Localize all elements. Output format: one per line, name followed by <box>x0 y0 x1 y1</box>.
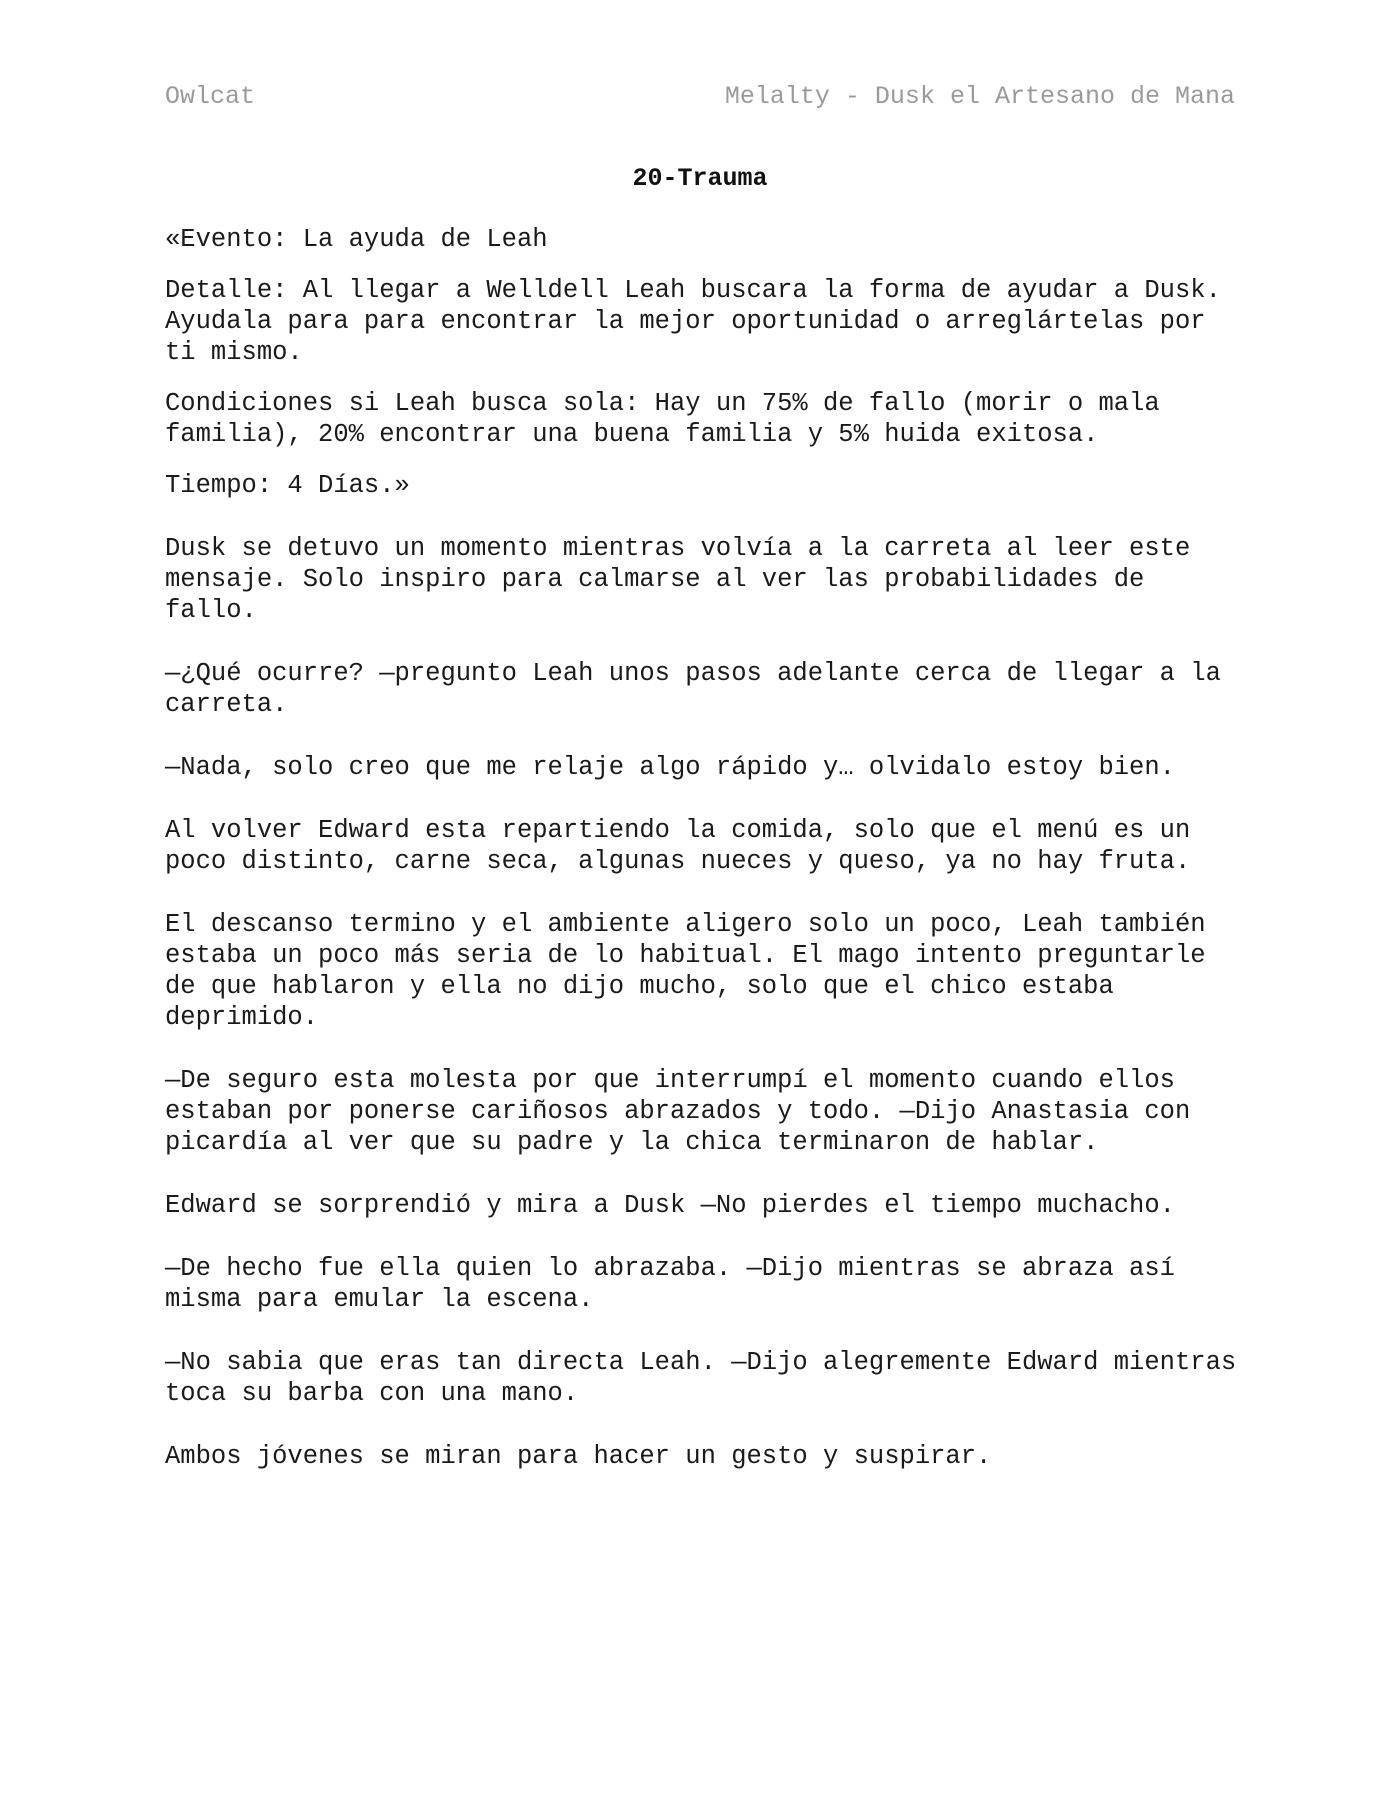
chapter-title: 20-Trauma <box>632 164 768 193</box>
event-conditions: Condiciones si Leah busca sola: Hay un 75% de fallo (morir o mala familia), 20% encontrar una buena familia y 5% huida exitosa. <box>165 389 1160 449</box>
header-author: Owlcat <box>165 82 256 111</box>
paragraph: Al volver Edward esta repartiendo la comida, solo que el menú es un poco distinto, carne seca, algunas nueces y queso, ya no hay fruta. <box>165 816 1191 876</box>
event-title: «Evento: La ayuda de Leah <box>165 225 548 254</box>
paragraph: —No sabia que eras tan directa Leah. —Dijo alegremente Edward mientras toca su barba con una mano. <box>165 1348 1237 1408</box>
paragraph: Edward se sorprendió y mira a Dusk —No pierdes el tiempo muchacho. <box>165 1191 1175 1220</box>
paragraph: —¿Qué ocurre? —pregunto Leah unos pasos adelante cerca de llegar a la carreta. <box>165 659 1221 719</box>
header-book-title: Melalty - Dusk el Artesano de Mana <box>724 82 1235 111</box>
chapter-body <box>165 224 1240 1472</box>
paragraph: Ambos jóvenes se miran para hacer un gesto y suspirar. <box>165 1442 992 1471</box>
paragraph: —De hecho fue ella quien lo abrazaba. —Dijo mientras se abraza así misma para emular la escena. <box>165 1254 1175 1314</box>
paragraph: El descanso termino y el ambiente aligero solo un poco, Leah también estaba un poco más seria de lo habitual. El mago intento preguntarle de que hablaron y ella no dijo mucho, solo que el chico estaba deprimido. <box>165 910 1206 1032</box>
event-detail: Detalle: Al llegar a Welldell Leah buscara la forma de ayudar a Dusk. Ayudala para para encontrar la mejor oportunidad o arreglártelas por ti mismo. <box>165 276 1221 367</box>
page-header <box>165 82 1235 114</box>
event-time: Tiempo: 4 Días.» <box>165 471 410 500</box>
paragraph: Dusk se detuvo un momento mientras volvía a la carreta al leer este mensaje. Solo inspiro para calmarse al ver las probabilidades de fallo. <box>165 534 1191 625</box>
paragraph: —Nada, solo creo que me relaje algo rápido y… olvidalo estoy bien. <box>165 753 1175 782</box>
paragraph: —De seguro esta molesta por que interrumpí el momento cuando ellos estaban por ponerse cariñosos abrazados y todo. —Dijo Anastasia con picardía al ver que su padre y la chica terminaron de hablar. <box>165 1066 1191 1157</box>
